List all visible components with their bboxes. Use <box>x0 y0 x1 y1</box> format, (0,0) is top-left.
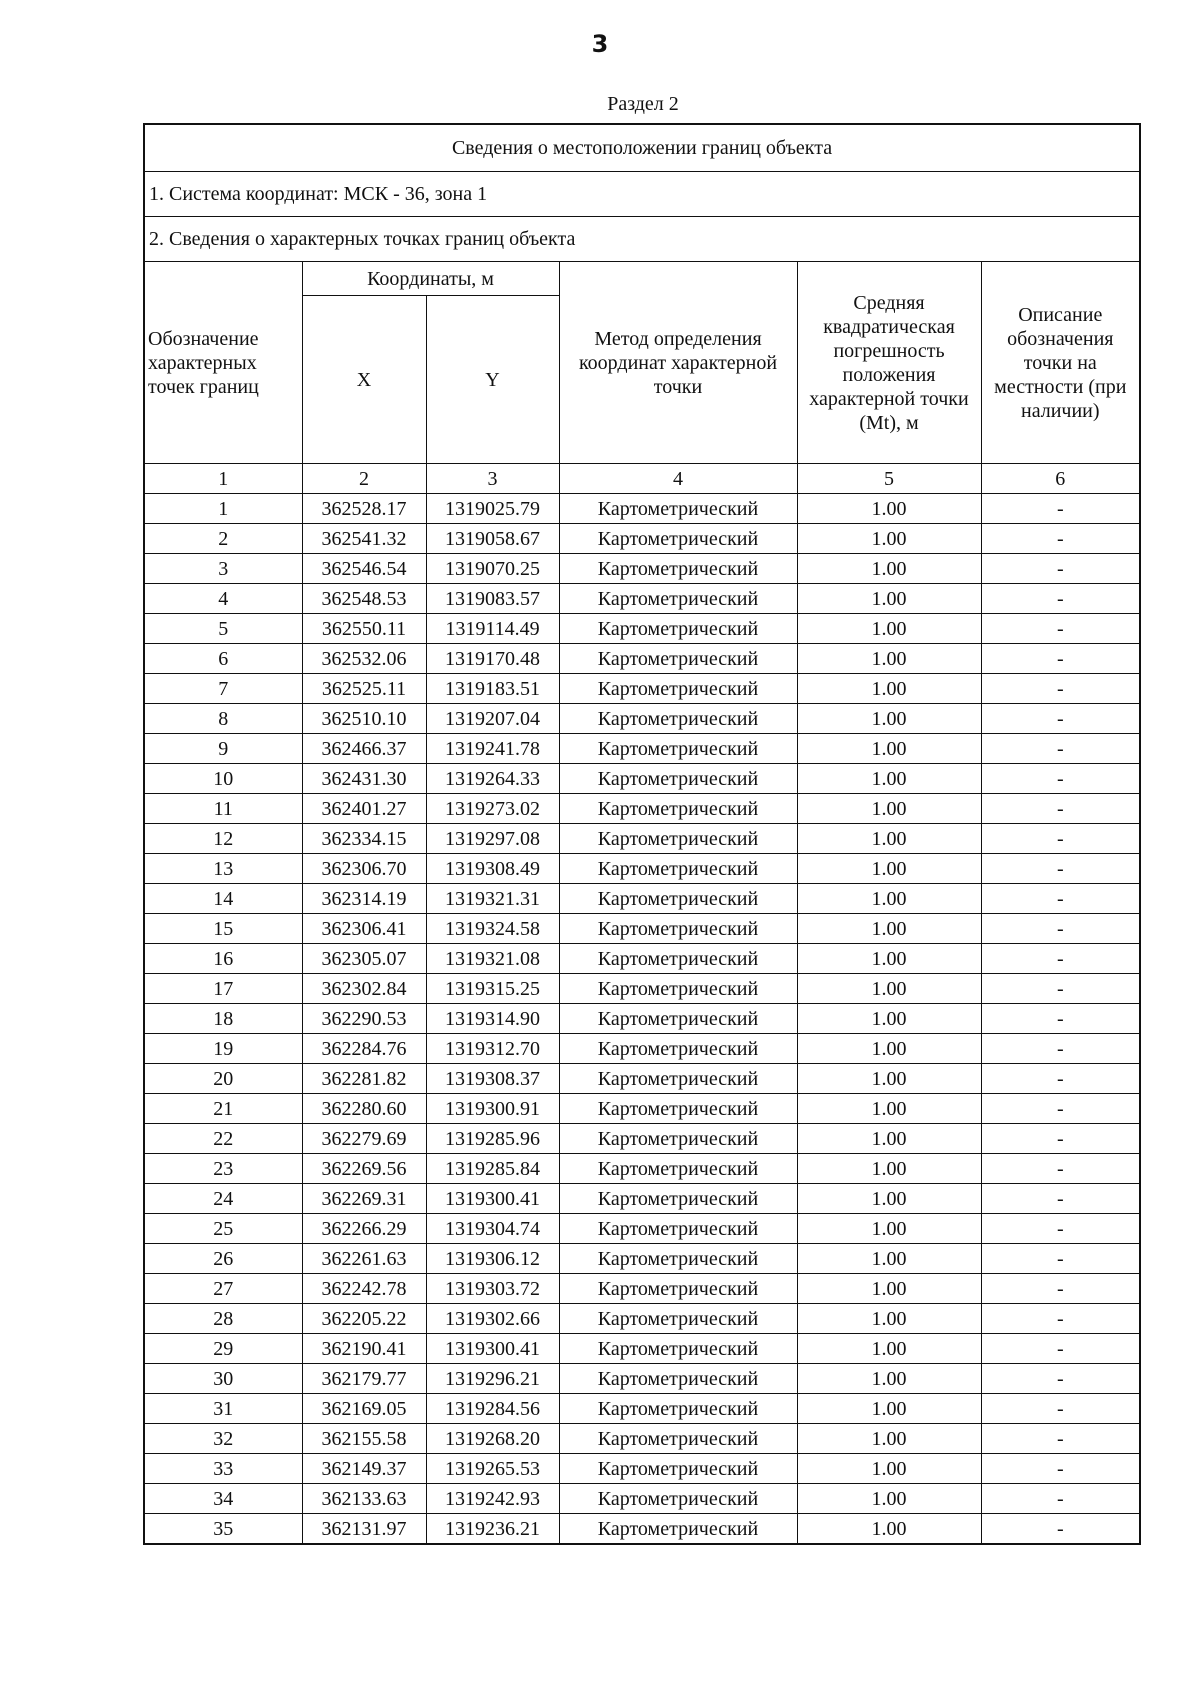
x-coordinate-cell: 362284.76 <box>302 1034 426 1064</box>
error-cell: 1.00 <box>797 1064 981 1094</box>
error-cell: 1.00 <box>797 914 981 944</box>
description-cell: - <box>981 524 1140 554</box>
x-coordinate-cell: 362133.63 <box>302 1484 426 1514</box>
error-cell: 1.00 <box>797 794 981 824</box>
y-coordinate-cell: 1319285.84 <box>426 1154 559 1184</box>
y-coordinate-cell: 1319025.79 <box>426 494 559 524</box>
point-id-cell: 10 <box>144 764 302 794</box>
point-id-cell: 14 <box>144 884 302 914</box>
description-cell: - <box>981 1034 1140 1064</box>
column-number: 3 <box>426 464 559 494</box>
method-cell: Картометрический <box>559 494 797 524</box>
y-coordinate-cell: 1319321.08 <box>426 944 559 974</box>
x-coordinate-cell: 362401.27 <box>302 794 426 824</box>
method-cell: Картометрический <box>559 704 797 734</box>
y-coordinate-cell: 1319304.74 <box>426 1214 559 1244</box>
error-cell: 1.00 <box>797 884 981 914</box>
description-cell: - <box>981 1094 1140 1124</box>
x-coordinate-cell: 362190.41 <box>302 1334 426 1364</box>
method-cell: Картометрический <box>559 764 797 794</box>
table-row <box>144 764 1140 794</box>
error-cell: 1.00 <box>797 1454 981 1484</box>
description-cell: - <box>981 1184 1140 1214</box>
x-coordinate-cell: 362179.77 <box>302 1364 426 1394</box>
method-cell: Картометрический <box>559 1154 797 1184</box>
description-cell: - <box>981 1064 1140 1094</box>
description-cell: - <box>981 1004 1140 1034</box>
table-row <box>144 824 1140 854</box>
error-cell: 1.00 <box>797 1124 981 1154</box>
header-y: Y <box>426 296 559 464</box>
error-cell: 1.00 <box>797 494 981 524</box>
error-cell: 1.00 <box>797 524 981 554</box>
y-coordinate-cell: 1319083.57 <box>426 584 559 614</box>
point-id-cell: 26 <box>144 1244 302 1274</box>
y-coordinate-cell: 1319285.96 <box>426 1124 559 1154</box>
table-row <box>144 1304 1140 1334</box>
point-id-cell: 31 <box>144 1394 302 1424</box>
method-cell: Картометрический <box>559 614 797 644</box>
error-cell: 1.00 <box>797 644 981 674</box>
coordinate-system: 1. Система координат: МСК - 36, зона 1 <box>144 172 1140 217</box>
table-row <box>144 494 1140 524</box>
error-cell: 1.00 <box>797 1484 981 1514</box>
method-cell: Картометрический <box>559 944 797 974</box>
y-coordinate-cell: 1319058.67 <box>426 524 559 554</box>
table-row <box>144 1244 1140 1274</box>
point-id-cell: 35 <box>144 1514 302 1545</box>
x-coordinate-cell: 362550.11 <box>302 614 426 644</box>
error-cell: 1.00 <box>797 1214 981 1244</box>
description-cell: - <box>981 554 1140 584</box>
column-number: 6 <box>981 464 1140 494</box>
point-id-cell: 20 <box>144 1064 302 1094</box>
point-id-cell: 1 <box>144 494 302 524</box>
y-coordinate-cell: 1319297.08 <box>426 824 559 854</box>
error-cell: 1.00 <box>797 1334 981 1364</box>
header-error: Средняя квадратическая погрешность положения характерной точки (Mt), м <box>797 262 981 464</box>
method-cell: Картометрический <box>559 554 797 584</box>
description-cell: - <box>981 914 1140 944</box>
header-method: Метод определения координат характерной точки <box>559 262 797 464</box>
x-coordinate-cell: 362280.60 <box>302 1094 426 1124</box>
error-cell: 1.00 <box>797 1394 981 1424</box>
table-row <box>144 854 1140 884</box>
x-coordinate-cell: 362466.37 <box>302 734 426 764</box>
y-coordinate-cell: 1319284.56 <box>426 1394 559 1424</box>
method-cell: Картометрический <box>559 1274 797 1304</box>
y-coordinate-cell: 1319264.33 <box>426 764 559 794</box>
table-row <box>144 944 1140 974</box>
table-row <box>144 1274 1140 1304</box>
table-row <box>144 1364 1140 1394</box>
table-row <box>144 644 1140 674</box>
x-coordinate-cell: 362205.22 <box>302 1304 426 1334</box>
error-cell: 1.00 <box>797 674 981 704</box>
x-coordinate-cell: 362525.11 <box>302 674 426 704</box>
description-cell: - <box>981 1334 1140 1364</box>
error-cell: 1.00 <box>797 764 981 794</box>
table-row <box>144 614 1140 644</box>
method-cell: Картометрический <box>559 1214 797 1244</box>
y-coordinate-cell: 1319312.70 <box>426 1034 559 1064</box>
table-row <box>144 1514 1140 1545</box>
method-cell: Картометрический <box>559 734 797 764</box>
error-cell: 1.00 <box>797 1184 981 1214</box>
y-coordinate-cell: 1319268.20 <box>426 1424 559 1454</box>
point-id-cell: 19 <box>144 1034 302 1064</box>
x-coordinate-cell: 362290.53 <box>302 1004 426 1034</box>
description-cell: - <box>981 824 1140 854</box>
method-cell: Картометрический <box>559 1304 797 1334</box>
description-cell: - <box>981 644 1140 674</box>
points-heading: 2. Сведения о характерных точках границ объекта <box>144 217 1140 262</box>
x-coordinate-cell: 362541.32 <box>302 524 426 554</box>
error-cell: 1.00 <box>797 734 981 764</box>
table-row <box>144 674 1140 704</box>
table-row <box>144 1094 1140 1124</box>
description-cell: - <box>981 674 1140 704</box>
x-coordinate-cell: 362131.97 <box>302 1514 426 1545</box>
x-coordinate-cell: 362242.78 <box>302 1274 426 1304</box>
description-cell: - <box>981 1514 1140 1545</box>
column-number: 2 <box>302 464 426 494</box>
error-cell: 1.00 <box>797 584 981 614</box>
x-coordinate-cell: 362546.54 <box>302 554 426 584</box>
error-cell: 1.00 <box>797 1094 981 1124</box>
y-coordinate-cell: 1319265.53 <box>426 1454 559 1484</box>
table-row <box>144 1454 1140 1484</box>
error-cell: 1.00 <box>797 824 981 854</box>
description-cell: - <box>981 1364 1140 1394</box>
error-cell: 1.00 <box>797 1244 981 1274</box>
section-label: Раздел 2 <box>607 93 679 115</box>
boundary-points-table <box>143 123 1141 1545</box>
x-coordinate-cell: 362261.63 <box>302 1244 426 1274</box>
method-cell: Картометрический <box>559 854 797 884</box>
description-cell: - <box>981 704 1140 734</box>
table-row <box>144 1154 1140 1184</box>
method-cell: Картометрический <box>559 1244 797 1274</box>
method-cell: Картометрический <box>559 1124 797 1154</box>
x-coordinate-cell: 362306.70 <box>302 854 426 884</box>
error-cell: 1.00 <box>797 614 981 644</box>
point-id-cell: 25 <box>144 1214 302 1244</box>
point-id-cell: 15 <box>144 914 302 944</box>
error-cell: 1.00 <box>797 1304 981 1334</box>
y-coordinate-cell: 1319308.37 <box>426 1064 559 1094</box>
method-cell: Картометрический <box>559 824 797 854</box>
y-coordinate-cell: 1319324.58 <box>426 914 559 944</box>
method-cell: Картометрический <box>559 1364 797 1394</box>
table-row <box>144 1064 1140 1094</box>
table-row <box>144 1334 1140 1364</box>
method-cell: Картометрический <box>559 1484 797 1514</box>
table-row <box>144 584 1140 614</box>
method-cell: Картометрический <box>559 1424 797 1454</box>
method-cell: Картометрический <box>559 974 797 1004</box>
y-coordinate-cell: 1319302.66 <box>426 1304 559 1334</box>
description-cell: - <box>981 584 1140 614</box>
y-coordinate-cell: 1319236.21 <box>426 1514 559 1545</box>
table-title: Сведения о местоположении границ объекта <box>144 124 1140 172</box>
x-coordinate-cell: 362269.56 <box>302 1154 426 1184</box>
point-id-cell: 18 <box>144 1004 302 1034</box>
x-coordinate-cell: 362155.58 <box>302 1424 426 1454</box>
y-coordinate-cell: 1319273.02 <box>426 794 559 824</box>
x-coordinate-cell: 362279.69 <box>302 1124 426 1154</box>
x-coordinate-cell: 362334.15 <box>302 824 426 854</box>
table-row <box>144 1484 1140 1514</box>
point-id-cell: 7 <box>144 674 302 704</box>
method-cell: Картометрический <box>559 1394 797 1424</box>
method-cell: Картометрический <box>559 1034 797 1064</box>
table-row <box>144 974 1140 1004</box>
x-coordinate-cell: 362532.06 <box>302 644 426 674</box>
y-coordinate-cell: 1319300.91 <box>426 1094 559 1124</box>
y-coordinate-cell: 1319241.78 <box>426 734 559 764</box>
error-cell: 1.00 <box>797 554 981 584</box>
header-x: X <box>302 296 426 464</box>
y-coordinate-cell: 1319321.31 <box>426 884 559 914</box>
y-coordinate-cell: 1319207.04 <box>426 704 559 734</box>
error-cell: 1.00 <box>797 854 981 884</box>
table-row <box>144 1424 1140 1454</box>
x-coordinate-cell: 362305.07 <box>302 944 426 974</box>
method-cell: Картометрический <box>559 884 797 914</box>
point-id-cell: 22 <box>144 1124 302 1154</box>
error-cell: 1.00 <box>797 1034 981 1064</box>
error-cell: 1.00 <box>797 1514 981 1545</box>
point-id-cell: 34 <box>144 1484 302 1514</box>
error-cell: 1.00 <box>797 1004 981 1034</box>
y-coordinate-cell: 1319183.51 <box>426 674 559 704</box>
description-cell: - <box>981 974 1140 1004</box>
error-cell: 1.00 <box>797 1154 981 1184</box>
method-cell: Картометрический <box>559 1094 797 1124</box>
description-cell: - <box>981 1454 1140 1484</box>
point-id-cell: 33 <box>144 1454 302 1484</box>
y-coordinate-cell: 1319300.41 <box>426 1334 559 1364</box>
error-cell: 1.00 <box>797 944 981 974</box>
column-number: 1 <box>144 464 302 494</box>
column-number: 5 <box>797 464 981 494</box>
page-number: 3 <box>591 30 609 58</box>
method-cell: Картометрический <box>559 644 797 674</box>
error-cell: 1.00 <box>797 1364 981 1394</box>
error-cell: 1.00 <box>797 704 981 734</box>
description-cell: - <box>981 1244 1140 1274</box>
x-coordinate-cell: 362431.30 <box>302 764 426 794</box>
description-cell: - <box>981 1424 1140 1454</box>
x-coordinate-cell: 362548.53 <box>302 584 426 614</box>
point-id-cell: 29 <box>144 1334 302 1364</box>
description-cell: - <box>981 854 1140 884</box>
point-id-cell: 21 <box>144 1094 302 1124</box>
y-coordinate-cell: 1319303.72 <box>426 1274 559 1304</box>
table-row <box>144 794 1140 824</box>
x-coordinate-cell: 362266.29 <box>302 1214 426 1244</box>
description-cell: - <box>981 764 1140 794</box>
x-coordinate-cell: 362269.31 <box>302 1184 426 1214</box>
point-id-cell: 13 <box>144 854 302 884</box>
description-cell: - <box>981 1304 1140 1334</box>
y-coordinate-cell: 1319114.49 <box>426 614 559 644</box>
method-cell: Картометрический <box>559 1514 797 1545</box>
description-cell: - <box>981 1394 1140 1424</box>
table-row <box>144 524 1140 554</box>
description-cell: - <box>981 614 1140 644</box>
table-row <box>144 1004 1140 1034</box>
method-cell: Картометрический <box>559 1454 797 1484</box>
point-id-cell: 12 <box>144 824 302 854</box>
x-coordinate-cell: 362314.19 <box>302 884 426 914</box>
y-coordinate-cell: 1319242.93 <box>426 1484 559 1514</box>
point-id-cell: 27 <box>144 1274 302 1304</box>
point-id-cell: 32 <box>144 1424 302 1454</box>
x-coordinate-cell: 362169.05 <box>302 1394 426 1424</box>
table-row <box>144 704 1140 734</box>
description-cell: - <box>981 734 1140 764</box>
error-cell: 1.00 <box>797 1424 981 1454</box>
method-cell: Картометрический <box>559 1004 797 1034</box>
method-cell: Картометрический <box>559 584 797 614</box>
point-id-cell: 6 <box>144 644 302 674</box>
description-cell: - <box>981 944 1140 974</box>
y-coordinate-cell: 1319314.90 <box>426 1004 559 1034</box>
description-cell: - <box>981 1124 1140 1154</box>
table-row <box>144 1034 1140 1064</box>
column-numbers-row <box>144 464 1140 494</box>
table-row <box>144 1214 1140 1244</box>
point-id-cell: 17 <box>144 974 302 1004</box>
description-cell: - <box>981 1484 1140 1514</box>
header-designation: Обозначение характерных точек границ <box>144 262 302 464</box>
y-coordinate-cell: 1319306.12 <box>426 1244 559 1274</box>
x-coordinate-cell: 362149.37 <box>302 1454 426 1484</box>
y-coordinate-cell: 1319296.21 <box>426 1364 559 1394</box>
y-coordinate-cell: 1319308.49 <box>426 854 559 884</box>
table-row <box>144 884 1140 914</box>
method-cell: Картометрический <box>559 674 797 704</box>
point-id-cell: 11 <box>144 794 302 824</box>
column-number: 4 <box>559 464 797 494</box>
table-row <box>144 734 1140 764</box>
table-row <box>144 554 1140 584</box>
y-coordinate-cell: 1319315.25 <box>426 974 559 1004</box>
point-id-cell: 9 <box>144 734 302 764</box>
x-coordinate-cell: 362281.82 <box>302 1064 426 1094</box>
header-coordinates: Координаты, м <box>302 262 559 296</box>
method-cell: Картометрический <box>559 914 797 944</box>
table-row <box>144 1124 1140 1154</box>
y-coordinate-cell: 1319070.25 <box>426 554 559 584</box>
point-id-cell: 23 <box>144 1154 302 1184</box>
point-id-cell: 2 <box>144 524 302 554</box>
table-row <box>144 914 1140 944</box>
point-id-cell: 16 <box>144 944 302 974</box>
description-cell: - <box>981 884 1140 914</box>
point-id-cell: 3 <box>144 554 302 584</box>
x-coordinate-cell: 362306.41 <box>302 914 426 944</box>
point-id-cell: 28 <box>144 1304 302 1334</box>
x-coordinate-cell: 362528.17 <box>302 494 426 524</box>
point-id-cell: 8 <box>144 704 302 734</box>
description-cell: - <box>981 494 1140 524</box>
method-cell: Картометрический <box>559 1184 797 1214</box>
method-cell: Картометрический <box>559 1334 797 1364</box>
description-cell: - <box>981 1154 1140 1184</box>
description-cell: - <box>981 1274 1140 1304</box>
point-id-cell: 24 <box>144 1184 302 1214</box>
y-coordinate-cell: 1319170.48 <box>426 644 559 674</box>
point-id-cell: 30 <box>144 1364 302 1394</box>
point-id-cell: 4 <box>144 584 302 614</box>
point-id-cell: 5 <box>144 614 302 644</box>
header-description: Описание обозначения точки на местности (при наличии) <box>981 262 1140 464</box>
method-cell: Картометрический <box>559 794 797 824</box>
method-cell: Картометрический <box>559 1064 797 1094</box>
table-row <box>144 1184 1140 1214</box>
description-cell: - <box>981 794 1140 824</box>
x-coordinate-cell: 362510.10 <box>302 704 426 734</box>
description-cell: - <box>981 1214 1140 1244</box>
error-cell: 1.00 <box>797 1274 981 1304</box>
x-coordinate-cell: 362302.84 <box>302 974 426 1004</box>
table-row <box>144 1394 1140 1424</box>
method-cell: Картометрический <box>559 524 797 554</box>
y-coordinate-cell: 1319300.41 <box>426 1184 559 1214</box>
error-cell: 1.00 <box>797 974 981 1004</box>
